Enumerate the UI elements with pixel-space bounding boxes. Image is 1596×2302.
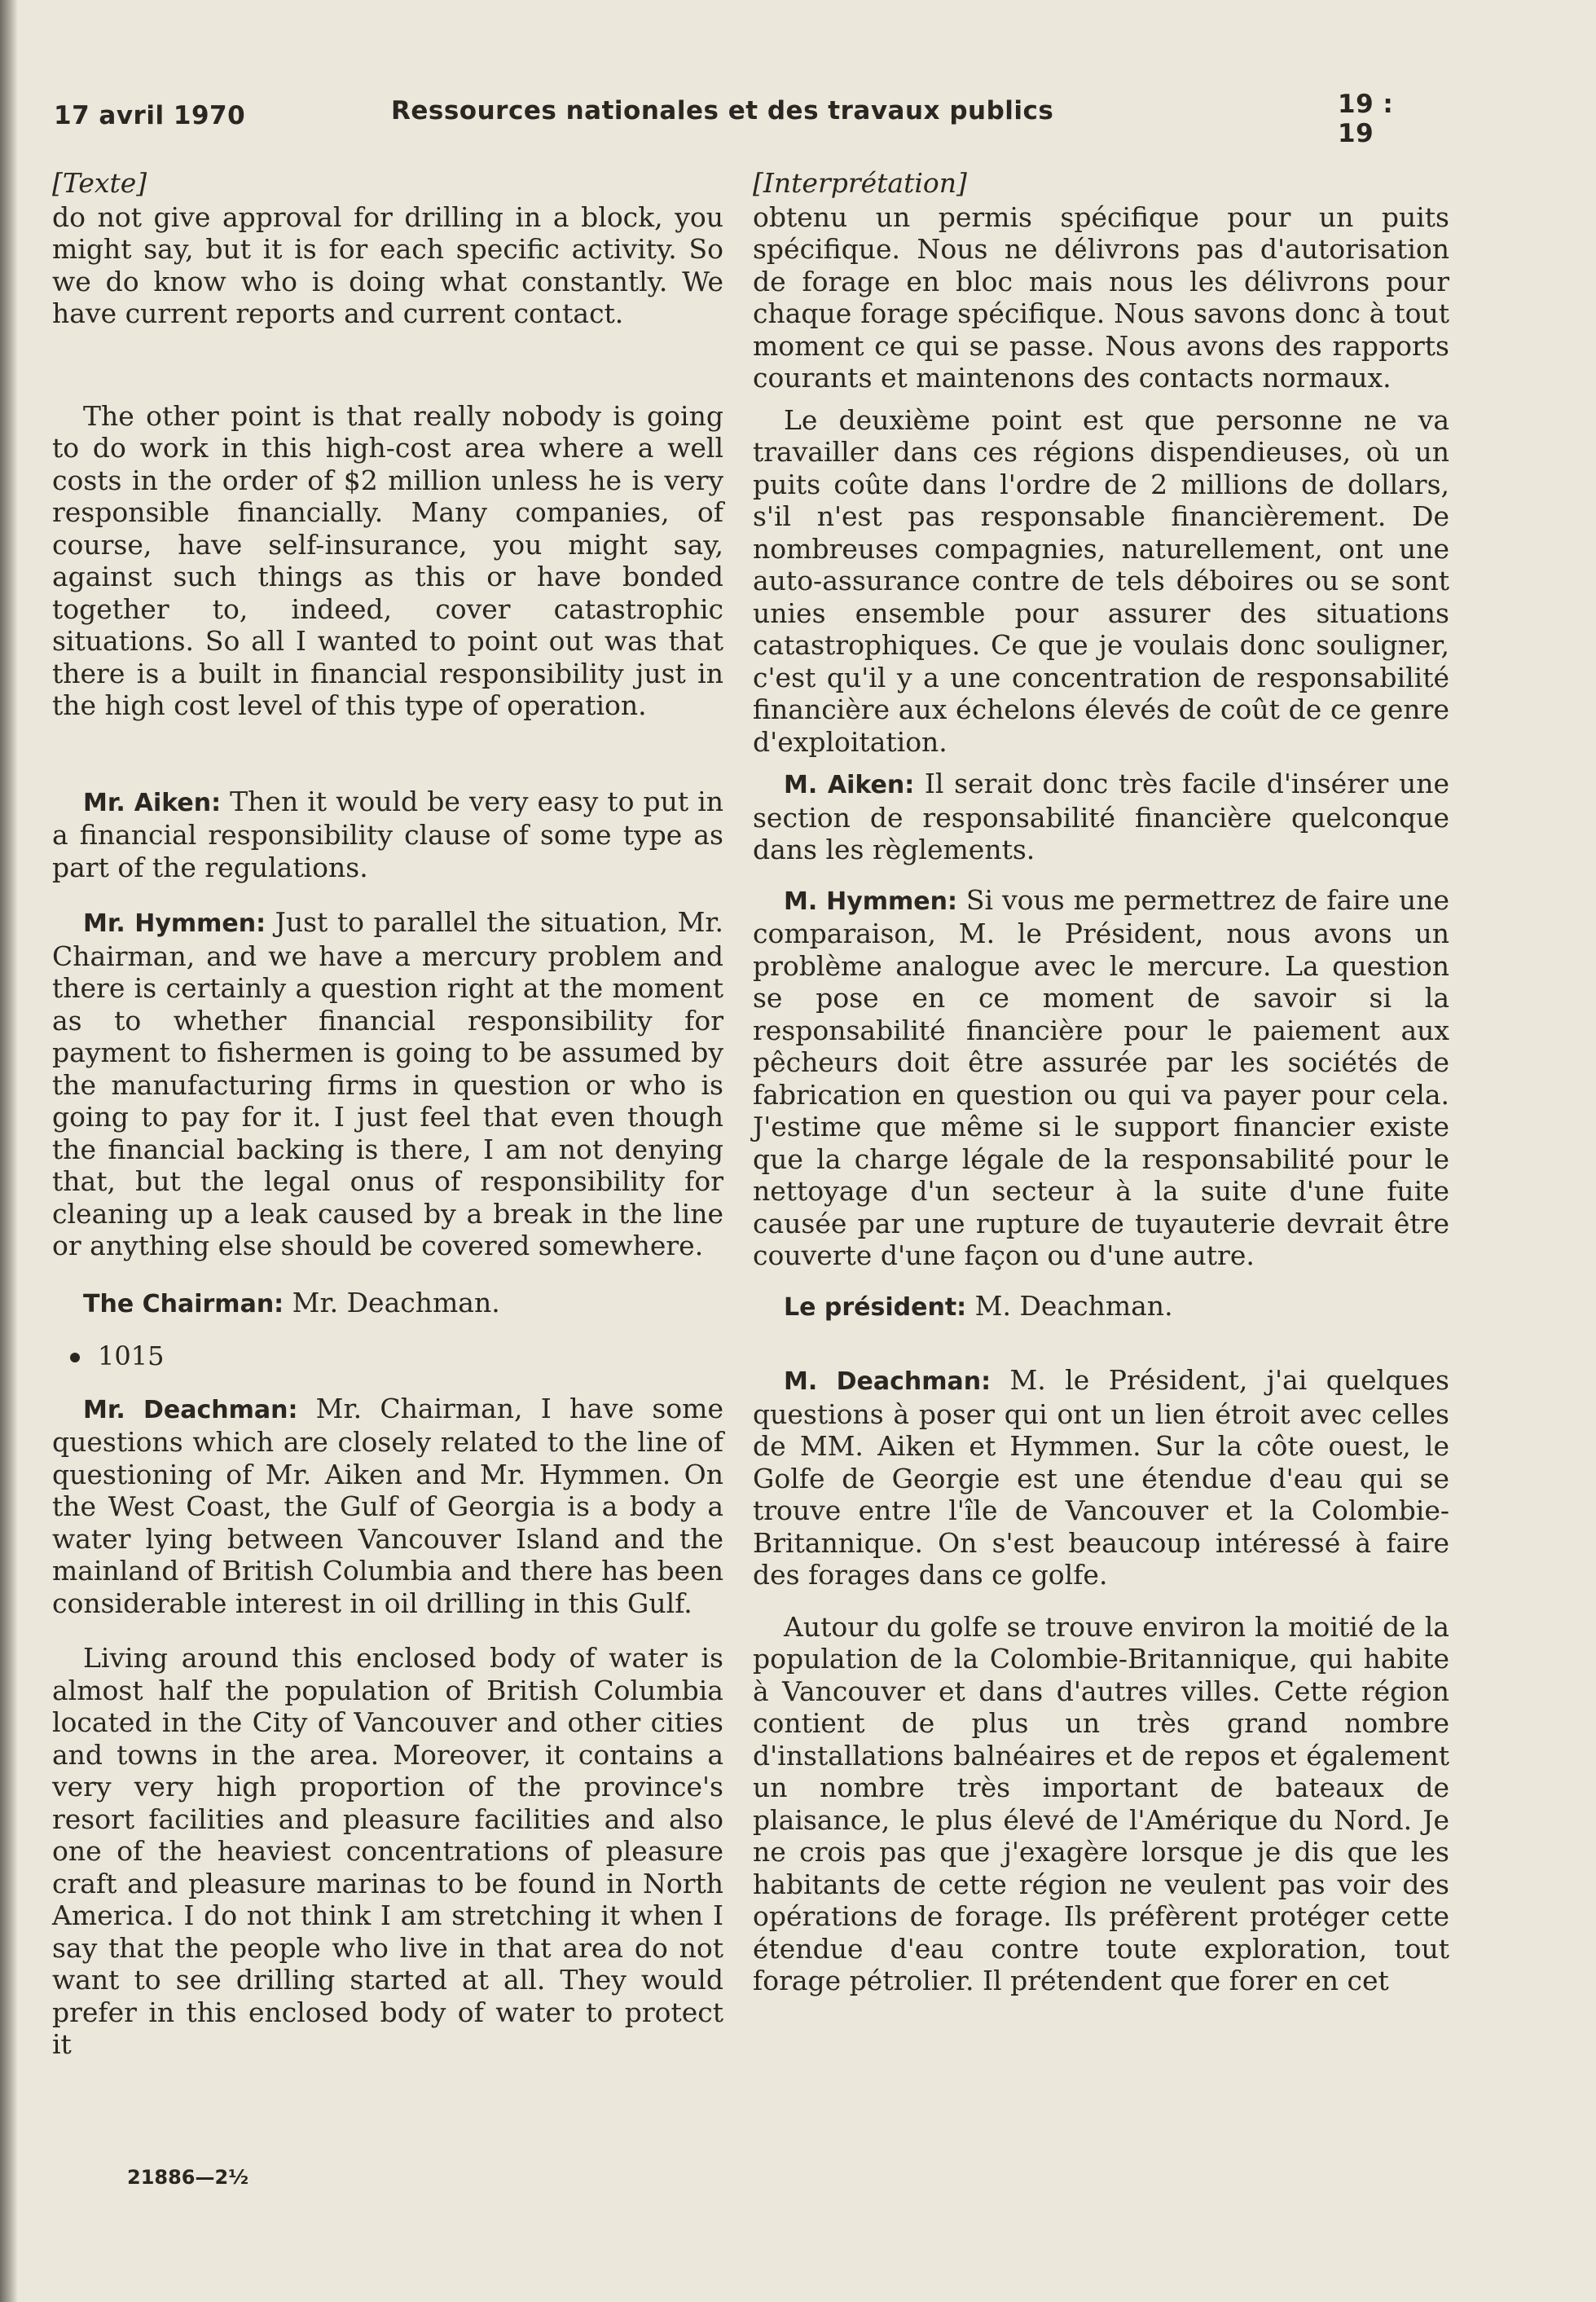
- speaker-name: Mr. Aiken:: [83, 788, 222, 817]
- speech-chairman: [52, 1287, 723, 1321]
- speech-text: Si vous me permettrez de faire une comparaison, M. le Président, nous avons un problème analogue avec le mercure. La question se pose en ce moment de savoir si la responsabilité financière pour le paiement aux pêcheurs doit être assurée par les sociétés de fabrication en question ou qui va payer pour cela. J'estime que même si le support financier existe que la charge légale de la responsabilité pour le nettoyage d'un secteur à la suite d'une fuite causée par une rupture de tuyauterie devrait être couverte d'une façon ou d'une autre.: [753, 883, 1450, 1271]
- speech-hymmen: [753, 884, 1449, 1272]
- speech-text: Mr. Chairman, I have some questions which are closely related to the line of questioning of Mr. Aiken and Mr. Hymmen. On the West Coast, the Gulf of Georgia is a body a water lying between Vancouver Island and the mainland of British Columbia and there has been considerable interest in oil drilling in this Gulf.: [52, 1392, 723, 1619]
- speaker-name: M. Deachman:: [784, 1367, 991, 1396]
- paragraph: Le deuxième point est que personne ne va travailler dans ces régions dispendieuses, où un puits coûte dans l'ordre de 2 millions de dollars, s'il n'est pas responsable financièrement. De nombreuses compagnies, naturellement, ont une auto-assurance contre de tels déboires ou se sont unies ensemble pour assurer des situations catastrophiques. Ce que je voulais donc souligner, c'est qu'il y a une concentration de responsabilité financière aux échelons élevés de coût de ce genre d'exploitation.: [753, 403, 1449, 758]
- speech-chairman: [753, 1290, 1449, 1324]
- paragraph: do not give approval for drilling in a block, you might say, but it is for each specific activity. So we do know who is doing what constantly. We have current reports and current contact.: [52, 200, 723, 329]
- speech-deachman: [52, 1393, 723, 1620]
- speech-text: Mr. Deachman.: [284, 1286, 500, 1318]
- english-column: [52, 167, 723, 2061]
- speaker-name: M. Aiken:: [784, 771, 915, 799]
- bullet-icon: [70, 1353, 80, 1362]
- header-page-number: 19 : 19: [1338, 90, 1394, 148]
- speech-text: Il serait donc très facile d'insérer une section de responsabilité financière quelconque dans les règlements.: [753, 768, 1449, 865]
- speaker-name: Mr. Hymmen:: [83, 909, 266, 938]
- speaker-name: The Chairman:: [83, 1289, 284, 1318]
- header-date: 17 avril 1970: [54, 101, 246, 130]
- paragraph: Living around this enclosed body of water is almost half the population of British Columbia located in the City of Vancouver and other cities and towns in the area. Moreover, it contains a very very high proportion of the province's resort facilities and pleasure facilities and also one of the heaviest concentrations of pleasure craft and pleasure marinas to be found in North America. I do not think I am stretching it when I say that the people who live in that area do not want to see drilling started at all. They would prefer in this enclosed body of water to protect it: [52, 1642, 723, 2060]
- speech-aiken: [753, 768, 1449, 866]
- speech-deachman: [753, 1364, 1449, 1591]
- timecode-marker: [52, 1340, 723, 1373]
- speaker-name: Le président:: [784, 1292, 967, 1322]
- speech-text: Just to parallel the situation, Mr. Chairman, and we have a mercury problem and there is certainly a question right at the moment as to whether financial responsibility for payment to fishermen is going to be assumed by the manufacturing firms in question or who is going to pay for it. I just feel that even though the financial backing is there, I am not denying that, but the legal onus of responsibility for cleaning up a leak caused by a break in the line or anything else should be covered somewhere.: [52, 906, 723, 1261]
- header-title: Ressources nationales et des travaux publics: [391, 96, 1054, 125]
- paragraph: Autour du golfe se trouve environ la moitié de la population de la Colombie-Britannique, qui habite à Vancouver et dans d'autres villes. Cette région contient de plus un très grand nombre d'installations balnéaires et de repos et également un nombre très important de bateaux de plaisance, le plus élevé de l'Amérique du Nord. Je ne crois pas que j'exagère lorsque je dis que les habitants de cette région ne veulent pas voir des opérations de forage. Ils préfèrent protéger cette étendue d'eau contre toute exploration, tout forage pétrolier. Il prétendent que forer en cet: [753, 1610, 1449, 1996]
- timecode: 1015: [98, 1340, 165, 1371]
- text-label: [Texte]: [52, 167, 147, 199]
- french-column: [753, 167, 1449, 1997]
- paragraph: obtenu un permis spécifique pour un puits spécifique. Nous ne délivrons pas d'autorisation de forage en bloc mais nous les délivrons pour chaque forage spécifique. Nous savons donc à tout moment ce qui se passe. Nous avons des rapports courants et maintenons des contacts normaux.: [753, 200, 1449, 394]
- footer-code: 21886—2½: [127, 2166, 249, 2189]
- speech-text: M. le Président, j'ai quelques questions à poser qui ont un lien étroit avec celles de MM. Aiken et Hymmen. Sur la côte ouest, le Golfe de Georgie est une étendue d'eau qui se trouve entre l'île de Vancouver et la Colombie-Britannique. On s'est beaucoup intéressé à faire des forages dans ce golfe.: [753, 1364, 1449, 1591]
- speaker-name: Mr. Deachman:: [83, 1395, 298, 1424]
- speaker-name: M. Hymmen:: [784, 887, 958, 916]
- book-spine-shadow: [0, 0, 18, 2302]
- interpretation-label: [Interprétation]: [753, 167, 967, 199]
- speech-aiken: [52, 786, 723, 884]
- speech-text: M. Deachman.: [966, 1289, 1173, 1322]
- paragraph: The other point is that really nobody is going to do work in this high-cost area where a well costs in the order of $2 million unless he is very responsible financially. Many companies, of course, have self-insurance, you might say, against such things as this or have bonded together to, indeed, cover catastrophic situations. So all I wanted to point out was that there is a built in financial responsibility just in the high cost level of this type of operation.: [52, 399, 723, 721]
- speech-text: Then it would be very easy to put in a financial responsibility clause of some type as part of the regulations.: [52, 785, 724, 883]
- speech-hymmen: [52, 906, 723, 1262]
